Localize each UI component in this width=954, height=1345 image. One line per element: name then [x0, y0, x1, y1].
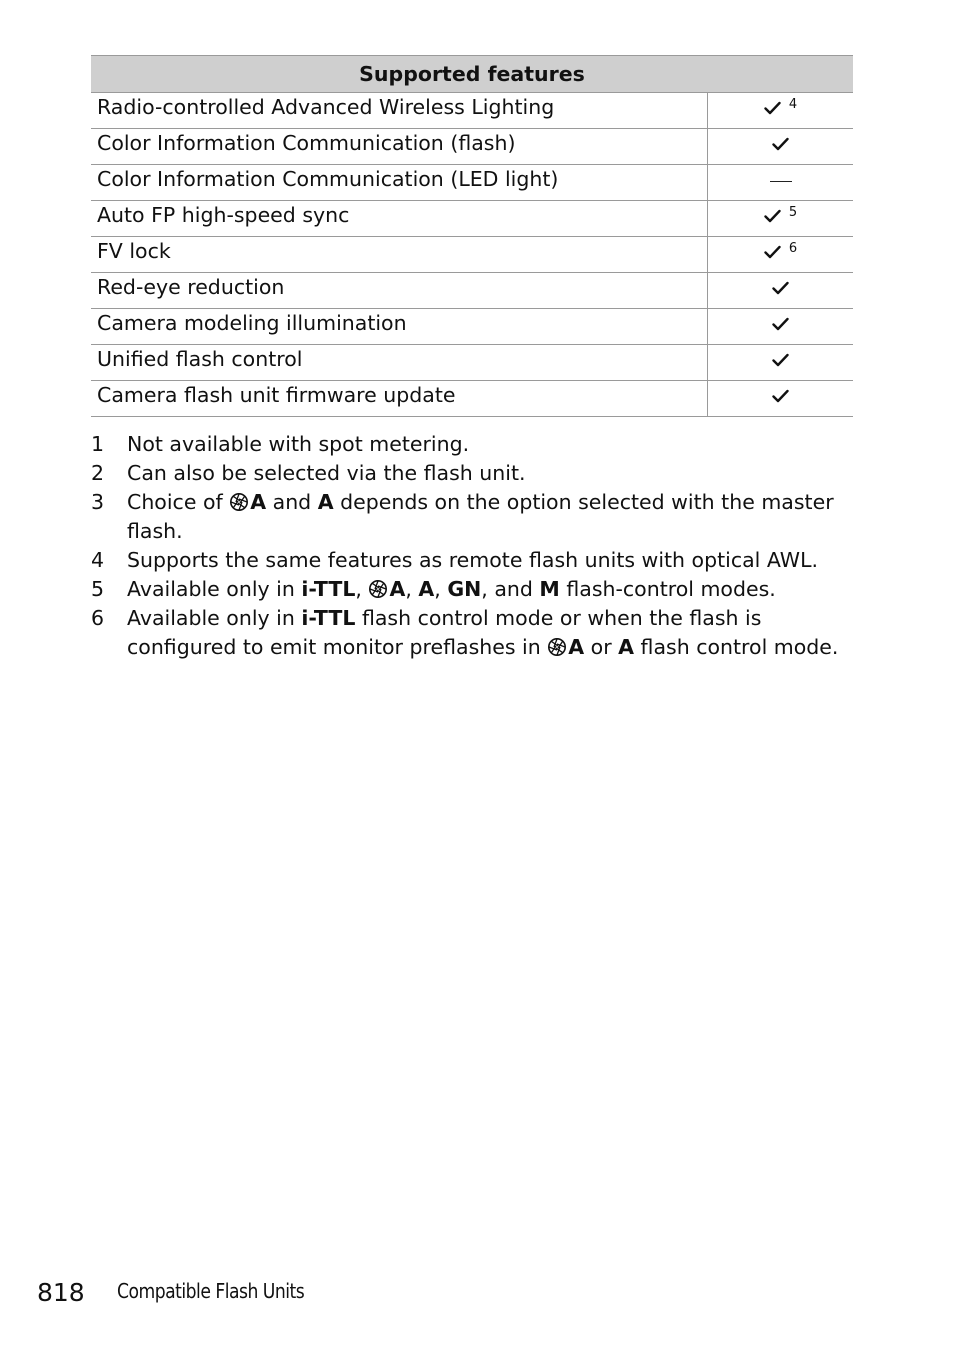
support-cell	[708, 345, 854, 381]
table-row	[91, 345, 853, 381]
table-row	[91, 237, 853, 273]
supported-features-table	[91, 55, 853, 417]
check-icon	[772, 389, 789, 403]
footnote-ref: 5	[788, 205, 798, 220]
check-icon	[772, 137, 789, 151]
support-cell	[708, 273, 854, 309]
support-cell	[708, 237, 854, 273]
table-row	[91, 309, 853, 345]
check-icon	[764, 209, 781, 223]
check-icon	[764, 101, 781, 115]
footnote-4: 4 Supports the same features as remote flash units with optical AWL.	[91, 548, 819, 572]
feature-cell: FV lock	[91, 237, 708, 273]
support-cell	[708, 129, 854, 165]
footnote-1: 1 Not available with spot metering.	[91, 432, 470, 456]
support-cell	[708, 309, 854, 345]
check-icon	[772, 353, 789, 367]
table-row	[91, 381, 853, 417]
footnote-6: 6 Available only in i-TTL flash control mode or when the flash is configured to emit monitor preflashes in A or A flash control mode.	[91, 606, 839, 659]
feature-cell: Radio-controlled Advanced Wireless Lighting	[91, 93, 708, 129]
feature-cell: Camera flash unit firmware update	[91, 381, 708, 417]
flash-auto-aperture-icon	[229, 492, 249, 512]
table-row	[91, 201, 853, 237]
footnote-3: 3 Choice of A and A depends on the option selected with the master flash.	[91, 490, 834, 543]
table-row	[91, 273, 853, 309]
page-number: 818	[37, 1278, 85, 1307]
feature-cell: Red-eye reduction	[91, 273, 708, 309]
not-supported-dash	[770, 181, 792, 182]
check-icon	[772, 281, 789, 295]
support-cell	[708, 381, 854, 417]
support-cell	[708, 165, 854, 201]
support-cell	[708, 201, 854, 237]
section-title: Compatible Flash Units	[117, 1279, 305, 1303]
check-icon	[764, 245, 781, 259]
flash-auto-aperture-icon	[368, 579, 388, 599]
feature-cell: Color Information Communication (LED light)	[91, 165, 708, 201]
table-row	[91, 93, 853, 129]
footnote-5: 5 Available only in i-TTL, A, A, GN, and M flash-control modes.	[91, 577, 776, 601]
table-row	[91, 165, 853, 201]
table-row	[91, 129, 853, 165]
footnote-ref: 4	[788, 97, 798, 112]
feature-cell: Color Information Communication (flash)	[91, 129, 708, 165]
footnotes	[91, 430, 861, 662]
feature-cell: Unified flash control	[91, 345, 708, 381]
footnote-ref: 6	[788, 241, 798, 256]
table-header: Supported features	[91, 56, 853, 93]
footnote-2: 2 Can also be selected via the flash unit.	[91, 461, 526, 485]
flash-auto-aperture-icon	[547, 637, 567, 657]
feature-cell: Auto FP high-speed sync	[91, 201, 708, 237]
feature-cell: Camera modeling illumination	[91, 309, 708, 345]
support-cell	[708, 93, 854, 129]
check-icon	[772, 317, 789, 331]
